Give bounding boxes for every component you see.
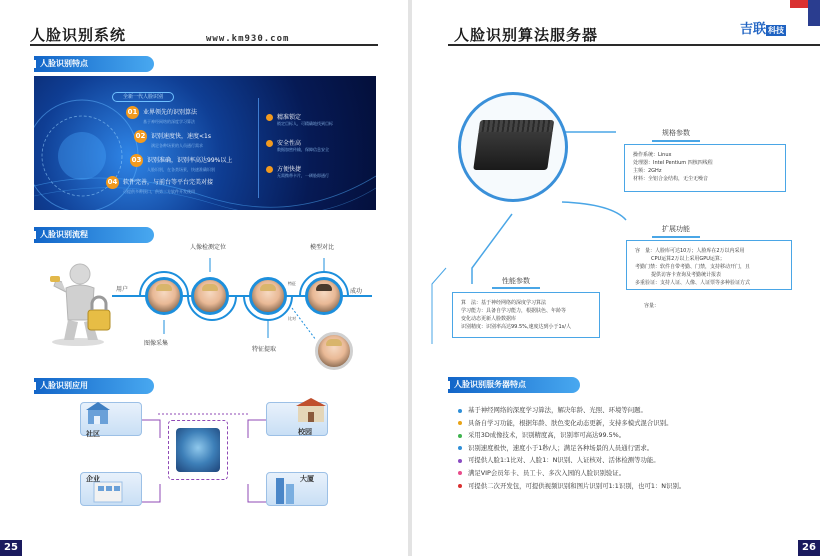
summary-bullet: 具备自学习功能，根据年龄、肤色变化动态更新，支持多模式混合识别。 (458, 417, 778, 430)
capacity-label: 容量： (644, 303, 660, 309)
logo-navy-block (808, 0, 820, 26)
summary-bullet-list (458, 404, 778, 492)
flow-label-compare: 模型对比 (310, 244, 335, 251)
summary-bullet: 采用3D成像技术，识别精度高，识别率可高达99.5%。 (458, 429, 778, 442)
website-url: www.km930.com (206, 34, 290, 44)
flow-label-user: 用户 (116, 286, 129, 293)
left-page (0, 0, 408, 556)
summary-bullet: 满足VIP会员年卡、员工卡、多次入园的人脸识别验证。 (458, 467, 778, 480)
spec-params-box: 操作系统：Linux 处理器：Intel Pentium 四核四线程 主频：2GHz 材料：全铝合金结构，无尘无噪音 (624, 144, 786, 192)
face-capture-photo (145, 277, 183, 315)
perf-params-title: 性能参数 (502, 277, 530, 285)
spec-params-title: 规格参数 (662, 129, 690, 137)
summary-bullet: 可提供人脸1:1比对、人脸1：N识别、人证核对、活体检测等功能。 (458, 454, 778, 467)
right-feature-1: 精准锁定 锁定目标人，可精确地找到目标 (266, 112, 333, 127)
feature-item-2: 02 识别速度快，速度<1s 满足各种场景的人员通行需求 (135, 132, 211, 148)
flow-label-locate: 人像检测定位 (190, 244, 227, 251)
flow-label-small-a: 特征 (288, 281, 296, 286)
campus-building-icon (296, 398, 326, 424)
feature-item-4: 04 软件完善，与前台等平台完美对接 可提供多种接口，供第三方软件开发使用 (107, 178, 214, 194)
right-feature-2: 安全性高 数据加密传输，保障信息安全 (266, 138, 329, 153)
spec-params-underline (652, 140, 700, 142)
flow-label-capture: 图像采集 (144, 340, 169, 347)
face-database-photo (315, 332, 353, 370)
right-page-title: 人脸识别算法服务器 (454, 26, 599, 44)
community-building-icon (84, 400, 114, 426)
feature-item-3: 03 识别准确，识别率高达99%以上 人脸识别，在各类场景，快速准确识别 (131, 156, 233, 172)
flow-section-tag: 人脸识别流程 (34, 227, 154, 243)
right-page (412, 0, 820, 556)
logo-red-block (790, 0, 808, 8)
banner-headline: 全新一代人脸识别 (112, 92, 174, 102)
feature-item-1: 01 业界领先的识别算法 基于神经网络的深度学习算法 (127, 108, 198, 124)
flow-label-success: 成功 (350, 288, 363, 295)
app-label-enterprise: 企业 (86, 475, 100, 483)
perf-params-box: 算 法：基于神经网络的深度学习算法 学习能力：具备自学习能力，根据肤色、年龄等 变化动态更新人脸数据库 识别精度：识别率高达99.5%,速度达到小于1s/人 (452, 292, 600, 338)
ext-functions-underline (652, 236, 700, 238)
app-label-campus: 校园 (298, 428, 312, 436)
left-page-title: 人脸识别系统 (30, 26, 127, 44)
summary-bullet: 基于神经网络的深度学习算法，解决年龄、光照、环境等问题。 (458, 404, 778, 417)
company-logo: 吉联 科技 (740, 22, 785, 37)
features-section-tag: 人脸识别特点 (34, 56, 154, 72)
left-title-rule (30, 44, 378, 46)
tower-building-icon (270, 476, 300, 506)
flow-label-small-b: 比对 (288, 316, 296, 321)
summary-section-tag: 人脸识别服务器特点 (448, 377, 580, 393)
summary-bullet: 可提供二次开发包，可提供视频识别和图片识别可1:1识别，也可1：N识别。 (458, 480, 778, 493)
flow-label-extract: 特征提取 (252, 346, 277, 353)
left-page-number: 25 (0, 540, 22, 556)
server-device-image (473, 130, 553, 170)
right-title-rule (448, 44, 820, 46)
app-label-tower: 大厦 (300, 475, 314, 483)
face-locate-photo (191, 277, 229, 315)
summary-bullet: 识别速度极快，速度小于1秒/人；满足各种场景的人员通行需求。 (458, 442, 778, 455)
banner-divider (258, 98, 259, 198)
features-banner (34, 76, 376, 210)
app-label-community: 社区 (86, 430, 100, 438)
ext-functions-box: 容 量：人脸库可达10万；人脸库在2万以内采用 CPU运算2万以上采用GPU运算； 考勤门禁：软件自带考勤、门禁，支持移动开门，且 提供访客卡查询及考勤统计报表 多重验证：支持人证、人像、人证票等多种验证方式 (626, 240, 792, 290)
right-feature-3: 方便快捷 无需携带卡片，一刷脸即通行 (266, 164, 329, 179)
right-page-number: 26 (798, 540, 820, 556)
apps-section-tag: 人脸识别应用 (34, 378, 154, 394)
ext-functions-title: 扩展功能 (662, 225, 690, 233)
face-extract-photo (249, 277, 287, 315)
center-face-scan-icon (176, 428, 220, 472)
perf-params-underline (492, 287, 540, 289)
face-compare-photo (305, 277, 343, 315)
